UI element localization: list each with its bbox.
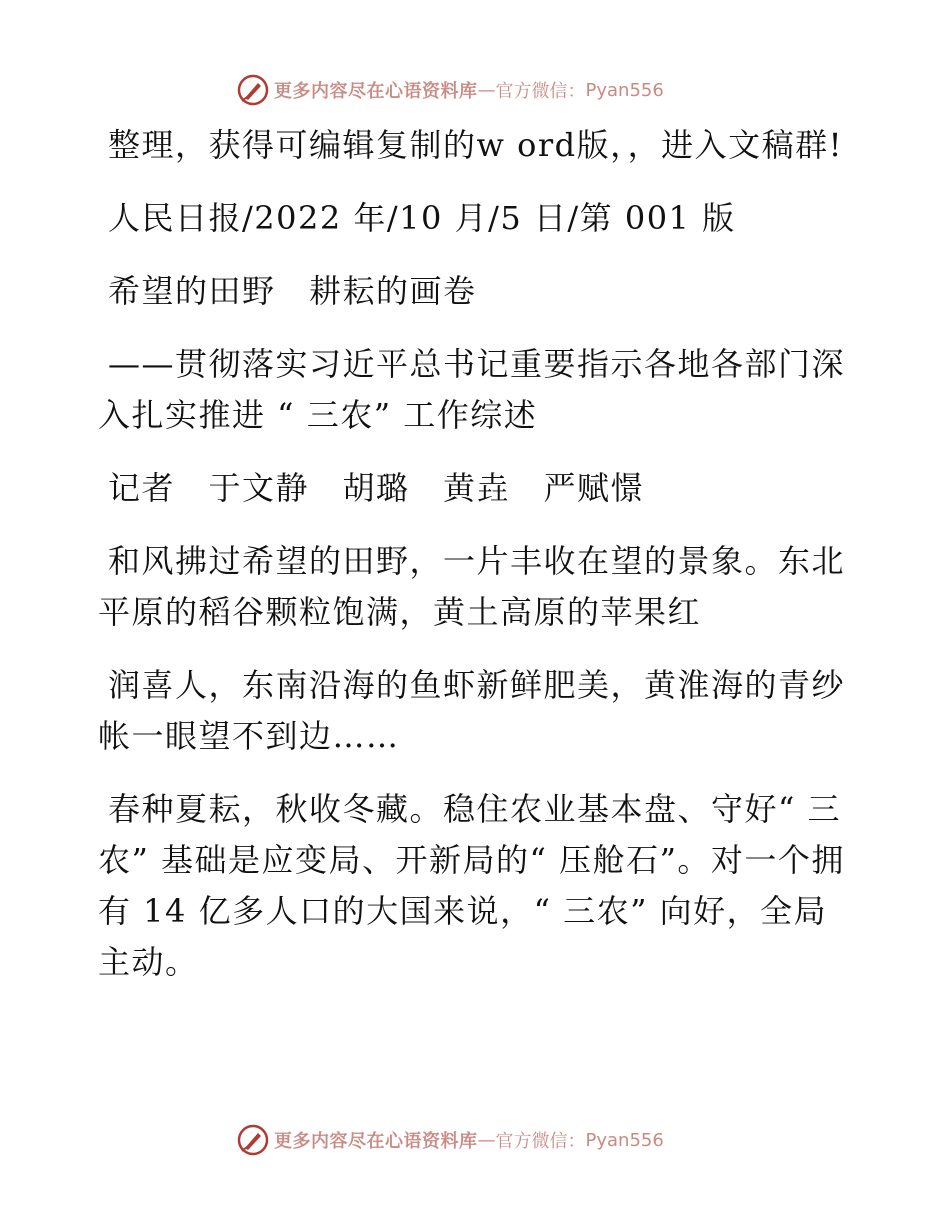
watermark-text: 更多内容尽在心语资料库 <box>274 1131 478 1152</box>
document-body <box>98 120 858 1010</box>
pen-circle-logo-icon <box>236 1123 270 1157</box>
intro-note: 整理，获得可编辑复制的w ord版，，进入文稿群! <box>108 126 843 164</box>
watermark-wechat-id: Pyan556 <box>585 1129 664 1151</box>
watermark-wechat-label: 官方微信： <box>495 81 586 102</box>
watermark-header <box>236 72 664 108</box>
watermark-wechat-label: 官方微信： <box>495 1131 586 1152</box>
body-paragraph: 春种夏耘，秋收冬藏。稳住农业基本盘、守好“ 三农” 基础是应变局、开新局的“ 压舱石”。对一个拥有 14 亿多人口的大国来说，“ 三农” 向好，全局主动。 <box>98 790 845 981</box>
watermark-separator: — <box>477 1129 496 1151</box>
source-line: 人民日报/2022 年/10 月/5 日/第 001 版 <box>108 199 736 237</box>
body-paragraph: 和风拂过希望的田野，一片丰收在望的景象。东北平原的稻谷颗粒饱满，黄土高原的苹果红 <box>98 542 846 631</box>
byline: 记者 于文静 胡璐 黄垚 严赋憬 <box>108 469 645 507</box>
pen-circle-logo-icon <box>236 73 270 107</box>
watermark-text: 更多内容尽在心语资料库 <box>274 81 478 102</box>
watermark-separator: — <box>477 79 496 101</box>
article-subtitle: ——贯彻落实习近平总书记重要指示各地各部门深入扎实推进 “ 三农” 工作综述 <box>98 345 846 434</box>
body-paragraph: 润喜人，东南沿海的鱼虾新鲜肥美，黄淮海的青纱帐一眼望不到边…… <box>98 666 846 755</box>
watermark-wechat-id: Pyan556 <box>585 79 664 101</box>
article-title: 希望的田野 耕耘的画卷 <box>108 272 477 310</box>
watermark-footer <box>236 1122 664 1158</box>
